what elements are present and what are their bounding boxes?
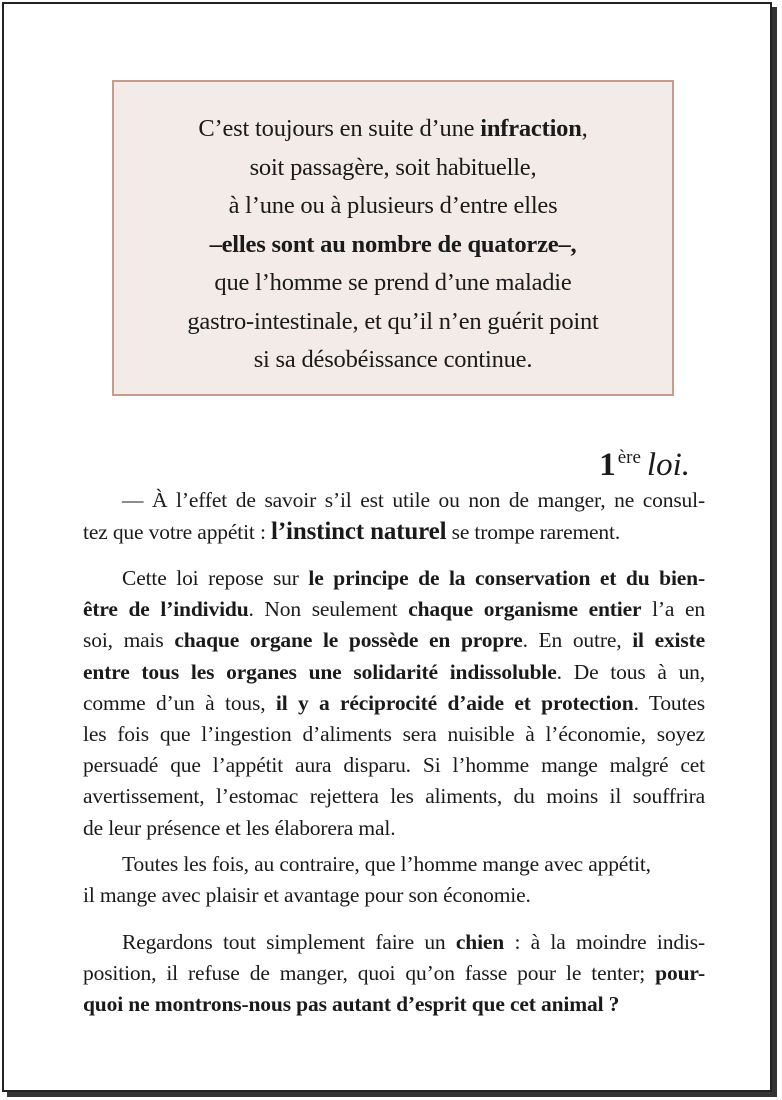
text-line: de leur présence et les élaborera mal. [83,815,396,840]
text-line [83,688,705,719]
text-line [83,625,705,656]
text-span: soi, mais [83,628,175,653]
paragraph-2 [83,563,705,844]
text-line [83,657,705,688]
emphasis-text: chaque organe le possède en propre [174,628,523,653]
quote-line [114,226,672,265]
text-line [83,927,705,958]
page [2,2,772,1092]
emphasis-text: chien [455,930,505,954]
paragraph-4 [83,927,705,1021]
emphasis-text: quoi ne montrons-nous pas autant d’esprit que cet animal ? [83,992,620,1017]
emphasis-text: pour- [655,961,705,986]
text-line: persuadé que l’appétit aura disparu. Si l’homme mange malgré cet [83,753,705,778]
text-line: il mange avec plaisir et avantage pour son économie. [83,883,531,908]
text-span: . Toutes [633,690,705,715]
quote-line: que l’homme se prend d’une maladie [214,269,572,296]
quote-line: gastro-intestinale, et qu’il n’en guérit point [187,307,599,335]
law-ordinal: ère [617,447,641,468]
quote-text: C’est toujours en suite d’une [198,115,481,142]
text-line: — À l’effet de savoir s’il est utile ou non de manger, ne consul- [122,488,705,512]
text-span: . En outre, [522,628,633,653]
emphasis-text: être de l’individu [83,597,249,622]
text-span: Regardons tout simplement faire un [122,930,456,954]
law-number: 1 [599,447,616,483]
emphasis-text: il y a réciprocité d’aide et protection [275,690,634,715]
text-line: les fois que l’ingestion d’aliments sera nuisible à l’économie, soyez [83,722,705,747]
quote-line: à l’une ou à plusieurs d’entre elles [228,192,558,219]
text-span: l’a en [641,597,705,622]
paragraph-1 [83,485,705,548]
emphasis-text: entre tous les organes une solidarité indissoluble [83,659,557,684]
quote-emphasis: –elles sont au nombre de quatorze–, [209,230,577,258]
text-span: . De tous à un, [556,659,705,684]
law-heading [599,436,690,487]
law-word: loi. [646,447,690,483]
text-line [83,516,705,548]
text-span: Cette loi repose sur [122,566,309,590]
quote-emphasis: infraction [480,115,582,142]
text-span: . Non seulement [248,597,409,622]
paragraph-3 [83,849,705,911]
quote-line: soit passagère, soit habituelle, [249,153,537,181]
quote-line: si sa désobéissance continue. [253,346,533,373]
text-span: tez que votre appétit : [83,520,272,545]
text-line: avertissement, l’estomac rejettera les aliments, du moins il souffrira [83,784,705,809]
quote-box [112,80,674,396]
text-span: se trompe rarement. [446,520,621,545]
text-line [83,594,705,625]
quote-text: , [581,115,588,142]
emphasis-text: l’instinct naturel [271,518,447,546]
emphasis-text: le principe de la conservation et du bien- [308,566,705,590]
text-line [83,563,705,594]
text-line [83,958,705,989]
quote-line [114,110,672,149]
text-span: position, il refuse de manger, quoi qu’on fasse pour le tenter; [83,961,656,986]
text-line [83,989,705,1020]
text-span: : à la moindre indis- [504,930,705,954]
emphasis-text: chaque organisme entier [408,597,642,622]
text-line: Toutes les fois, au contraire, que l’homme mange avec appétit, [122,852,651,876]
emphasis-text: il existe [632,628,706,653]
text-span: comme d’un à tous, [83,690,276,715]
